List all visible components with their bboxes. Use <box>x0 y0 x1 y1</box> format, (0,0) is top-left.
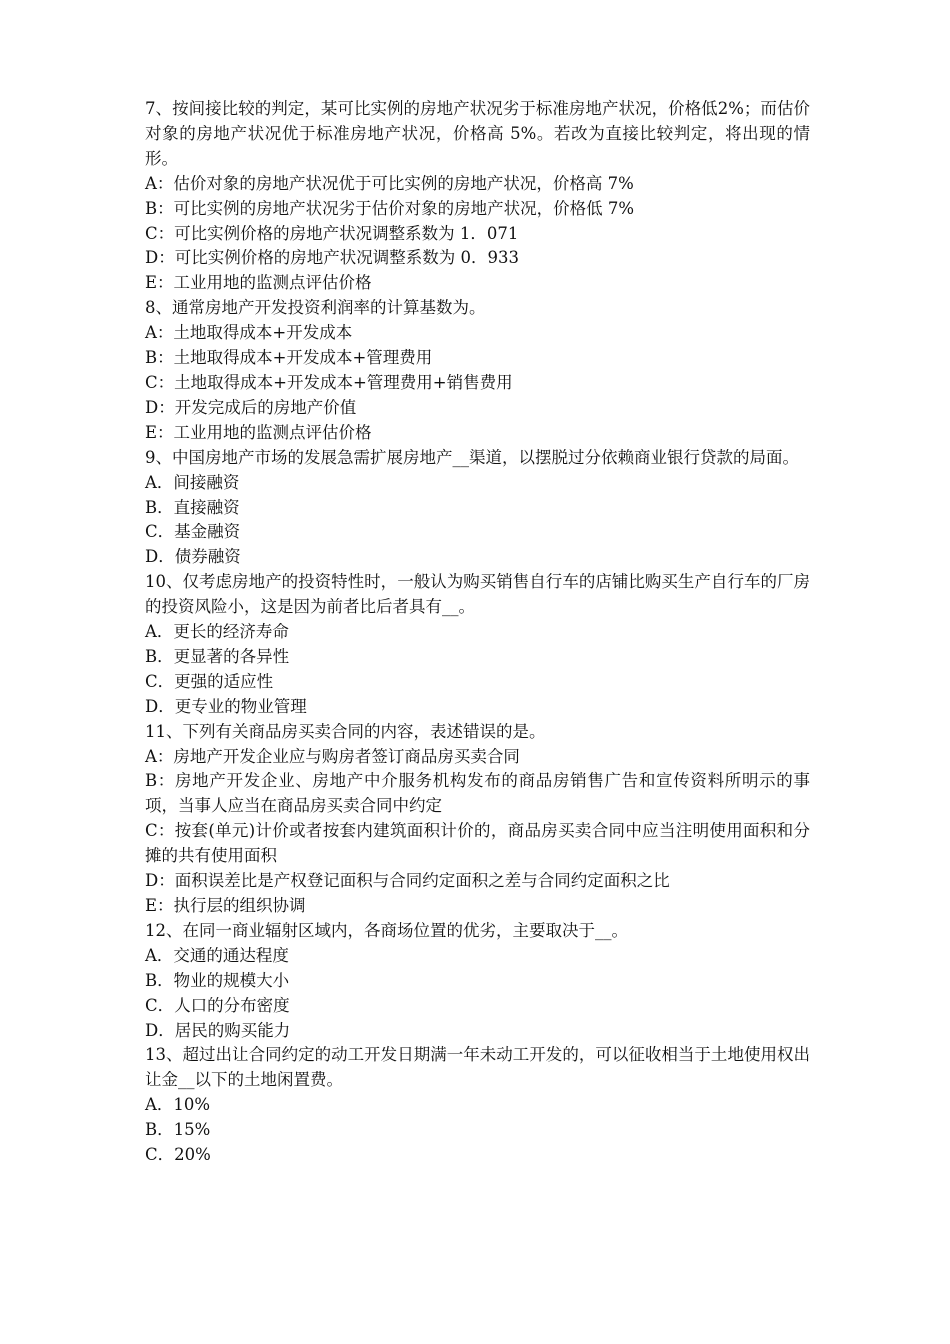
option-b: B．15% <box>145 1120 211 1140</box>
question-11 <box>145 720 810 919</box>
option-b: B．物业的规模大小 <box>145 970 290 990</box>
option-c: C：可比实例价格的房地产状况调整系数为 1．071 <box>145 223 519 243</box>
option-a: A：估价对象的房地产状况优于可比实例的房地产状况，价格高 7% <box>145 173 634 193</box>
option-b: B：土地取得成本+开发成本+管理费用 <box>145 348 433 368</box>
option-c: C：按套(单元)计价或者按套内建筑面积计价的，商品房买卖合同中应当注明使用面积和分摊的共有使用面积 <box>145 821 810 866</box>
question-7 <box>145 97 810 296</box>
option-b: B：可比实例的房地产状况劣于估价对象的房地产状况，价格低 7% <box>145 198 635 218</box>
option-b: B．直接融资 <box>145 497 240 517</box>
option-b: B：房地产开发企业、房地产中介服务机构发布的商品房销售广告和宣传资料所明示的事项，当事人应当在商品房买卖合同中约定 <box>145 771 810 816</box>
question-10 <box>145 570 810 719</box>
option-d: D．更专业的物业管理 <box>145 696 307 716</box>
option-d: D：开发完成后的房地产价值 <box>145 397 357 417</box>
option-e: E：工业用地的监测点评估价格 <box>145 422 372 442</box>
option-c: C：土地取得成本+开发成本+管理费用+销售费用 <box>145 372 513 392</box>
option-c: C．更强的适应性 <box>145 671 274 691</box>
option-a: A．交通的通达程度 <box>145 945 289 965</box>
option-e: E：工业用地的监测点评估价格 <box>145 273 372 293</box>
question-13 <box>145 1043 810 1168</box>
question-stem: 10、仅考虑房地产的投资特性时，一般认为购买销售自行车的店铺比购买生产自行车的厂房的投资风险小，这是因为前者比后者具有__。 <box>145 572 810 617</box>
option-a: A：土地取得成本+开发成本 <box>145 323 353 343</box>
option-a: A．更长的经济寿命 <box>145 622 289 642</box>
question-9 <box>145 446 810 571</box>
question-stem: 13、超过出让合同约定的动工开发日期满一年未动工开发的，可以征收相当于土地使用权出让金__以下的土地闲置费。 <box>145 1045 810 1090</box>
question-stem: 7、按间接比较的判定，某可比实例的房地产状况劣于标准房地产状况，价格低2%；而估价对象的房地产状况优于标准房地产状况，价格高 5%。若改为直接比较判定，将出现的情形。 <box>145 99 810 168</box>
option-c: C．人口的分布密度 <box>145 995 290 1015</box>
option-e: E：执行层的组织协调 <box>145 896 306 915</box>
question-12 <box>145 919 810 1044</box>
question-8 <box>145 296 810 445</box>
option-c: C．20% <box>145 1145 211 1165</box>
option-c: C．基金融资 <box>145 522 241 542</box>
question-stem: 9、中国房地产市场的发展急需扩展房地产__渠道，以摆脱过分依赖商业银行贷款的局面。 <box>145 447 799 467</box>
option-a: A．10% <box>145 1095 211 1115</box>
question-stem: 12、在同一商业辐射区域内，各商场位置的优劣，主要取决于__。 <box>145 920 628 940</box>
question-stem: 11、下列有关商品房买卖合同的内容，表述错误的是。 <box>145 721 546 741</box>
option-d: D：可比实例价格的房地产状况调整系数为 0．933 <box>145 248 519 268</box>
option-a: A：房地产开发企业应与购房者签订商品房买卖合同 <box>145 746 520 766</box>
option-b: B．更显著的各异性 <box>145 646 290 666</box>
option-a: A．间接融资 <box>145 472 240 492</box>
option-d: D：面积误差比是产权登记面积与合同约定面积之差与合同约定面积之比 <box>145 871 670 891</box>
question-stem: 8、通常房地产开发投资利润率的计算基数为。 <box>145 298 486 318</box>
option-d: D．债券融资 <box>145 547 241 567</box>
document-page <box>145 97 810 1168</box>
option-d: D．居民的购买能力 <box>145 1020 291 1040</box>
